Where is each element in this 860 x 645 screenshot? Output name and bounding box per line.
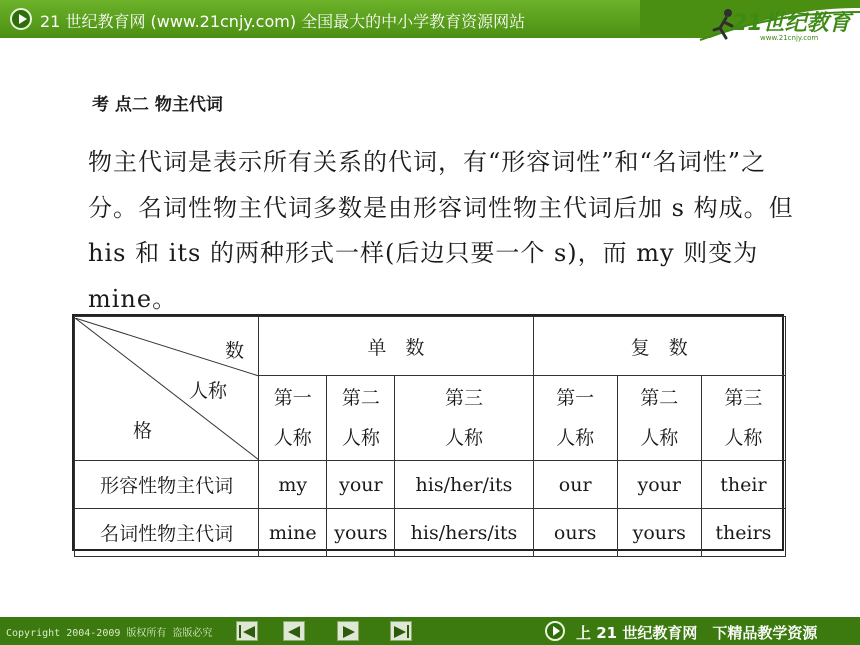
site-logo[interactable]: [712, 4, 852, 48]
person-header: 第一 人称: [259, 376, 327, 461]
table-cell: my: [259, 461, 327, 509]
table-row: [75, 509, 786, 557]
table-cell: yours: [327, 509, 395, 557]
table-cell: mine: [259, 509, 327, 557]
site-title: 21 世纪教育网 (www.21cnjy.com) 全国最大的中小学教育资源网站: [40, 12, 526, 31]
table-cell: theirs: [701, 509, 785, 557]
previous-page-icon: [288, 626, 300, 638]
explanation-paragraph: 物主代词是表示所有关系的代词，有“形容词性”和“名词性”之分。名词性物主代词多数是由形容词性物主代词后加 s 构成。但 his 和 its 的两种形式一样(后边只要一个 s)，而 my 则变为 mine。: [88, 148, 794, 313]
table-cell: his/her/its: [395, 461, 533, 509]
table-cell: our: [533, 461, 617, 509]
table-corner-cell: [75, 317, 259, 461]
logo-text: 21世纪教育: [732, 11, 851, 36]
footer-slogan: 上 21 世纪教育网 下精品教学资源: [576, 624, 818, 642]
next-page-button[interactable]: [337, 621, 359, 641]
person-header: 第三 人称: [395, 376, 533, 461]
last-page-button[interactable]: [390, 621, 412, 641]
table-cell: their: [701, 461, 785, 509]
row-label: 形容性物主代词: [75, 461, 259, 509]
corner-person-label: 人称: [189, 379, 228, 402]
row-label: 名词性物主代词: [75, 509, 259, 557]
copyright-text: Copyright 2004-2009 版权所有 盗版必究: [6, 628, 213, 639]
possessive-pronoun-table: [72, 314, 784, 551]
table-row: [75, 461, 786, 509]
last-page-icon: [407, 625, 409, 638]
next-page-icon: [343, 626, 355, 638]
person-header: 第二 人称: [327, 376, 395, 461]
table-cell: ours: [533, 509, 617, 557]
table-cell: yours: [617, 509, 701, 557]
table-cell: your: [617, 461, 701, 509]
corner-number-label: 数: [225, 339, 245, 362]
singular-header: 单 数: [259, 317, 533, 376]
first-page-icon: [239, 625, 241, 638]
section-heading: 考 点二 物主代词: [92, 95, 223, 115]
plural-header: 复 数: [533, 317, 785, 376]
corner-case-label: 格: [133, 419, 153, 442]
play-circle-icon: [545, 621, 565, 641]
previous-page-button[interactable]: [283, 621, 305, 641]
table-cell: your: [327, 461, 395, 509]
person-header: 第二 人称: [617, 376, 701, 461]
play-circle-icon: [10, 8, 32, 30]
header-bar: [0, 0, 860, 52]
first-page-button[interactable]: [236, 621, 258, 641]
footer-bar: [0, 617, 860, 645]
table-cell: his/hers/its: [395, 509, 533, 557]
person-header: 第三 人称: [701, 376, 785, 461]
logo-url: www.21cnjy.com: [760, 34, 819, 42]
person-header: 第一 人称: [533, 376, 617, 461]
